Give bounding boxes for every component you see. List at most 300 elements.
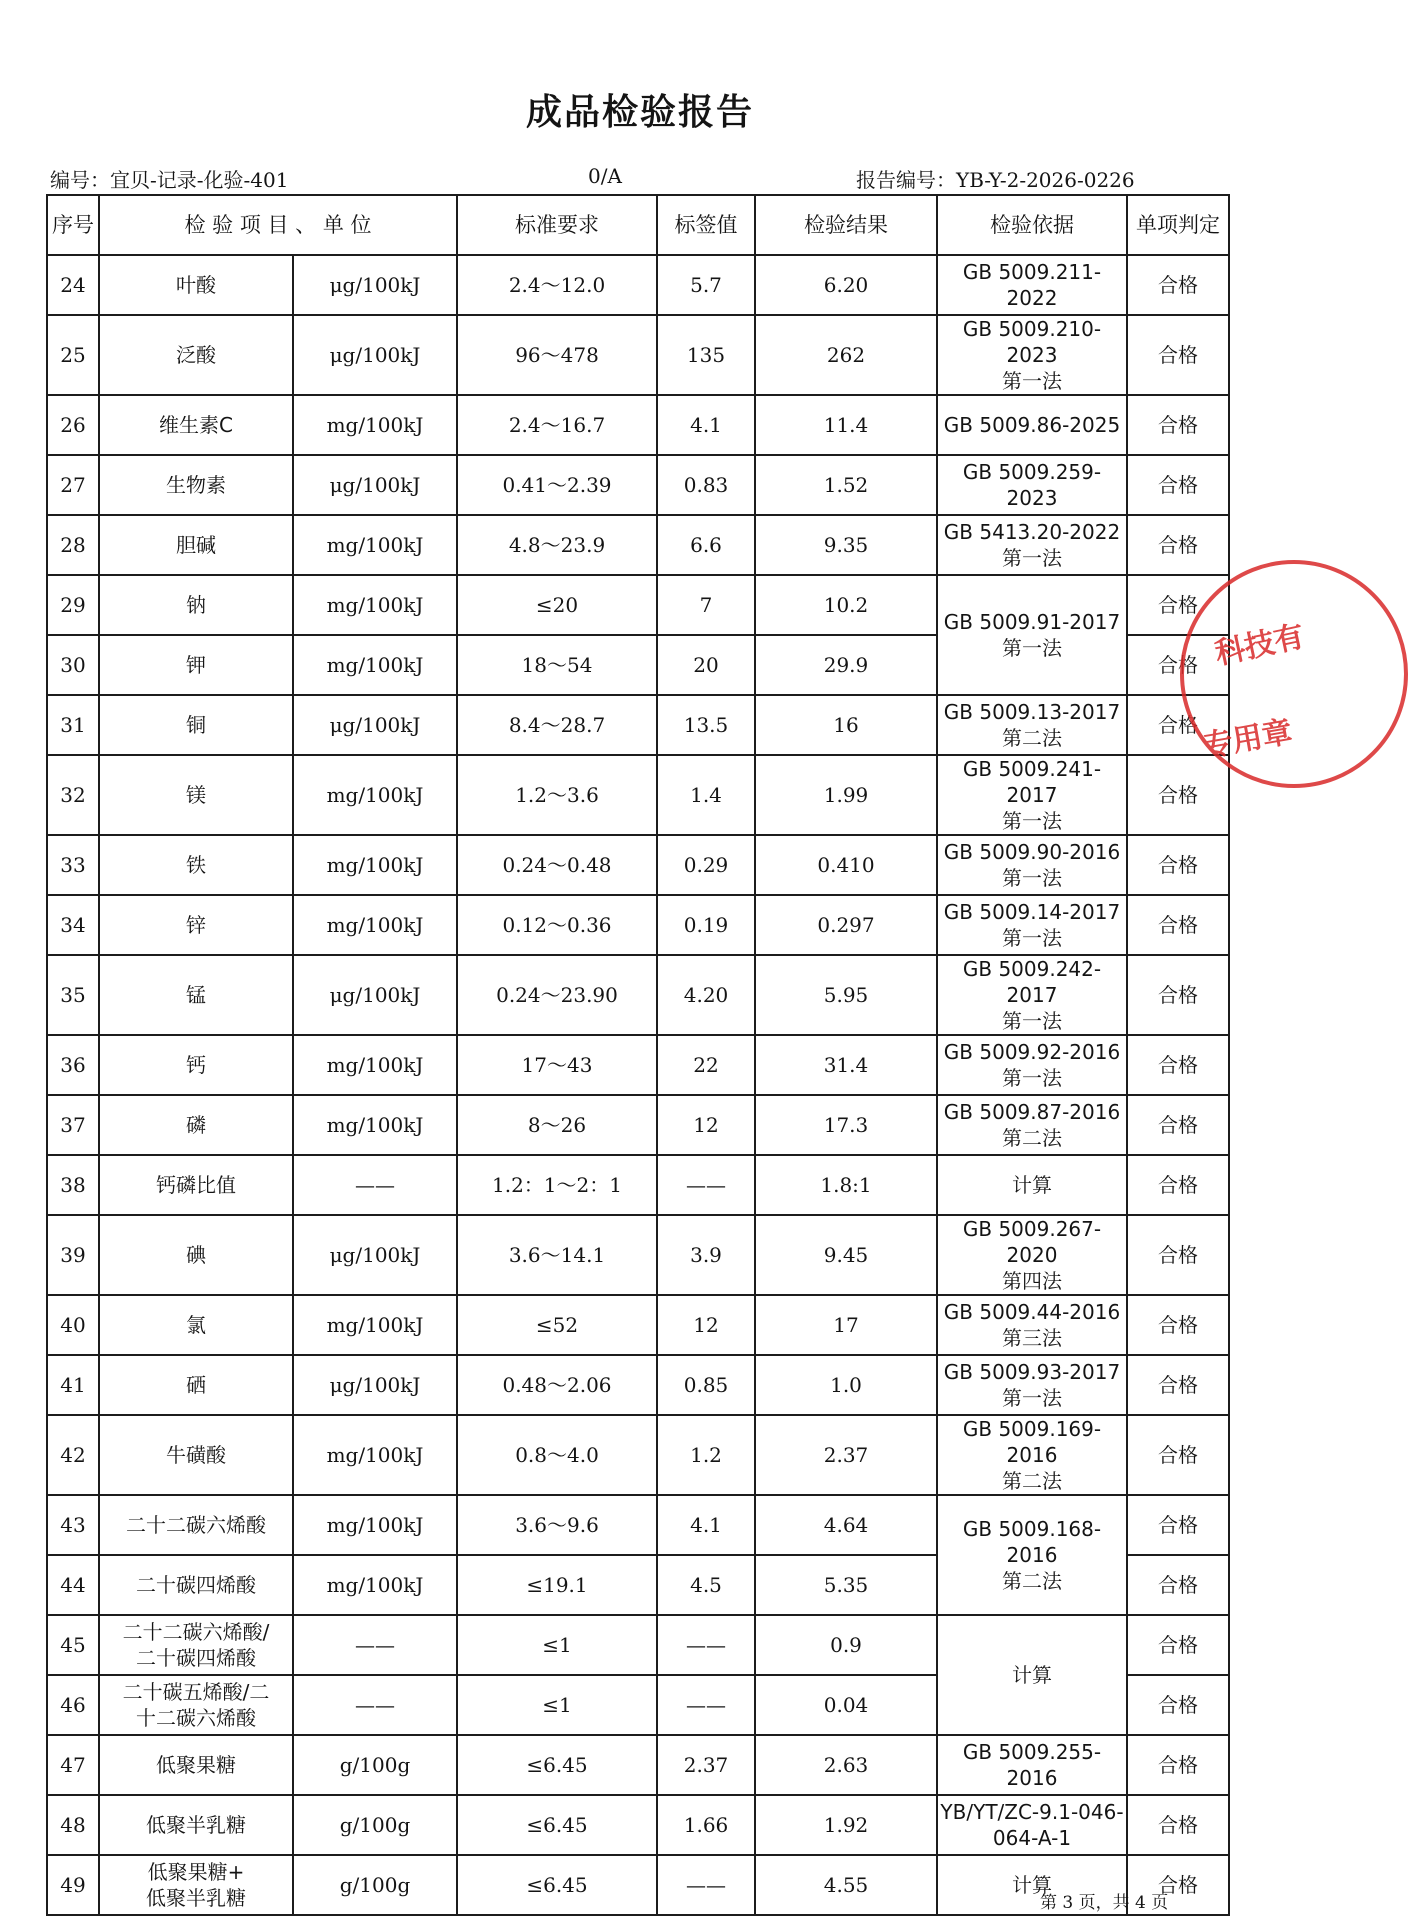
row-basis: [937, 1155, 1127, 1215]
row-seq: 49: [47, 1855, 99, 1915]
row-seq: 45: [47, 1615, 99, 1675]
row-label-value: ——: [657, 1615, 755, 1675]
row-unit: mg/100kJ: [293, 395, 457, 455]
row-label-value: 12: [657, 1295, 755, 1355]
table-row: [47, 1155, 1229, 1215]
row-basis-line2: 第一法: [1002, 1066, 1062, 1090]
row-basis-line1: 计算: [1012, 1173, 1052, 1197]
row-result: 2.63: [755, 1735, 937, 1795]
row-verdict: 合格: [1127, 1095, 1229, 1155]
row-item-name-line2: 二十碳四烯酸: [136, 1646, 256, 1670]
row-basis-line2: 第一法: [1002, 546, 1062, 570]
row-item-name-line1: 硒: [186, 1373, 206, 1397]
row-basis: [937, 515, 1127, 575]
row-standard: 8～26: [457, 1095, 657, 1155]
row-item-name: [99, 635, 293, 695]
table-body: [47, 255, 1229, 1915]
row-item-name: [99, 395, 293, 455]
row-unit: μg/100kJ: [293, 1215, 457, 1295]
row-result: 1.0: [755, 1355, 937, 1415]
row-unit: μg/100kJ: [293, 695, 457, 755]
row-item-name: [99, 1735, 293, 1795]
row-basis-line2: 第一法: [1002, 866, 1062, 890]
table-row: [47, 755, 1229, 835]
row-item-name-line1: 二十二碳六烯酸/: [122, 1620, 270, 1644]
row-seq: 35: [47, 955, 99, 1035]
row-standard: ≤6.45: [457, 1795, 657, 1855]
row-item-name: [99, 1215, 293, 1295]
row-verdict: 合格: [1127, 395, 1229, 455]
row-standard: 18～54: [457, 635, 657, 695]
row-basis-line1: GB 5009.86-2025: [943, 413, 1121, 437]
row-unit: mg/100kJ: [293, 895, 457, 955]
row-seq: 26: [47, 395, 99, 455]
row-verdict: 合格: [1127, 315, 1229, 395]
row-seq: 40: [47, 1295, 99, 1355]
row-unit: mg/100kJ: [293, 1495, 457, 1555]
row-basis-line2: 第一法: [1002, 1009, 1062, 1033]
table-row: [47, 315, 1229, 395]
row-standard: 0.41～2.39: [457, 455, 657, 515]
row-unit: g/100g: [293, 1855, 457, 1915]
row-label-value: 13.5: [657, 695, 755, 755]
report-title: 成品检验报告: [525, 92, 754, 133]
row-basis-line2: 第一法: [1002, 369, 1062, 393]
row-result: 29.9: [755, 635, 937, 695]
row-result: 17.3: [755, 1095, 937, 1155]
row-basis-line1: GB 5009.92-2016: [943, 1040, 1121, 1064]
row-unit: mg/100kJ: [293, 1415, 457, 1495]
row-item-name-line1: 钠: [186, 593, 206, 617]
row-result: 1.8:1: [755, 1155, 937, 1215]
header-seq: 序号: [47, 195, 99, 255]
table-row: [47, 395, 1229, 455]
row-unit: mg/100kJ: [293, 1095, 457, 1155]
row-item-name-line1: 氯: [186, 1313, 206, 1337]
table-row: [47, 695, 1229, 755]
doc-version: 0/A: [588, 164, 622, 188]
row-standard: 8.4～28.7: [457, 695, 657, 755]
row-item-name: [99, 315, 293, 395]
row-basis-line2: 第三法: [1002, 1326, 1062, 1350]
row-verdict: 合格: [1127, 1555, 1229, 1615]
row-label-value: 2.37: [657, 1735, 755, 1795]
row-verdict: 合格: [1127, 895, 1229, 955]
row-basis-line1: 计算: [1012, 1663, 1052, 1687]
row-label-value: 6.6: [657, 515, 755, 575]
header-item-unit: 检 验 项 目 、 单 位: [99, 195, 457, 255]
table-row: [47, 255, 1229, 315]
row-basis-line1: GB 5009.259-2023: [962, 460, 1102, 510]
row-seq: 41: [47, 1355, 99, 1415]
row-unit: ——: [293, 1675, 457, 1735]
row-basis-line1: GB 5009.210-2023: [962, 317, 1102, 367]
row-verdict: 合格: [1127, 1355, 1229, 1415]
row-item-name-line2: 十二碳六烯酸: [136, 1706, 256, 1730]
row-unit: μg/100kJ: [293, 255, 457, 315]
row-basis: [937, 395, 1127, 455]
row-basis: [937, 1615, 1127, 1735]
row-item-name-line1: 低聚半乳糖: [146, 1813, 246, 1837]
table-row: [47, 1415, 1229, 1495]
seal-text-top: 科技有: [1212, 618, 1308, 672]
table-row: [47, 515, 1229, 575]
row-result: 262: [755, 315, 937, 395]
row-seq: 27: [47, 455, 99, 515]
row-item-name-line1: 低聚果糖: [156, 1753, 236, 1777]
row-seq: 34: [47, 895, 99, 955]
row-basis-line1: GB 5009.13-2017: [943, 700, 1121, 724]
row-label-value: 4.1: [657, 1495, 755, 1555]
row-basis-line1: GB 5009.211-2022: [962, 260, 1102, 310]
row-seq: 31: [47, 695, 99, 755]
row-seq: 29: [47, 575, 99, 635]
header-result: 检验结果: [755, 195, 937, 255]
table-row: [47, 1735, 1229, 1795]
row-verdict: 合格: [1127, 515, 1229, 575]
row-seq: 48: [47, 1795, 99, 1855]
row-verdict: 合格: [1127, 1615, 1229, 1675]
row-basis-line1: GB 5009.87-2016: [943, 1100, 1121, 1124]
row-seq: 42: [47, 1415, 99, 1495]
row-standard: 0.12～0.36: [457, 895, 657, 955]
row-item-name-line1: 二十碳五烯酸/二: [122, 1680, 270, 1704]
row-unit: g/100g: [293, 1735, 457, 1795]
row-standard: 17～43: [457, 1035, 657, 1095]
row-label-value: 0.19: [657, 895, 755, 955]
row-basis-line1: GB 5009.242-2017: [962, 957, 1102, 1007]
row-item-name: [99, 835, 293, 895]
row-item-name-line1: 铁: [186, 853, 206, 877]
row-label-value: 7: [657, 575, 755, 635]
table-row: [47, 1495, 1229, 1555]
row-seq: 36: [47, 1035, 99, 1095]
row-result: 9.45: [755, 1215, 937, 1295]
table-row: [47, 1095, 1229, 1155]
row-unit: mg/100kJ: [293, 515, 457, 575]
row-item-name: [99, 1355, 293, 1415]
row-verdict: 合格: [1127, 575, 1229, 635]
row-item-name: [99, 1495, 293, 1555]
row-basis-line2: 第四法: [1002, 1269, 1062, 1293]
table-row: [47, 1215, 1229, 1295]
row-label-value: 1.66: [657, 1795, 755, 1855]
row-item-name: [99, 1295, 293, 1355]
row-standard: ≤1: [457, 1675, 657, 1735]
row-label-value: ——: [657, 1855, 755, 1915]
row-result: 17: [755, 1295, 937, 1355]
row-seq: 24: [47, 255, 99, 315]
row-result: 4.64: [755, 1495, 937, 1555]
row-seq: 47: [47, 1735, 99, 1795]
header-standard: 标准要求: [457, 195, 657, 255]
row-basis: [937, 955, 1127, 1035]
row-unit: mg/100kJ: [293, 1035, 457, 1095]
row-basis-line1: GB 5009.169-2016: [962, 1417, 1102, 1467]
row-label-value: 1.4: [657, 755, 755, 835]
row-item-name: [99, 515, 293, 575]
header-label-value: 标签值: [657, 195, 755, 255]
row-label-value: 0.85: [657, 1355, 755, 1415]
row-result: 0.410: [755, 835, 937, 895]
row-item-name: [99, 1555, 293, 1615]
row-standard: 0.24～0.48: [457, 835, 657, 895]
row-standard: ≤6.45: [457, 1855, 657, 1915]
row-item-name-line1: 泛酸: [176, 343, 216, 367]
row-item-name: [99, 755, 293, 835]
row-unit: μg/100kJ: [293, 455, 457, 515]
row-verdict: 合格: [1127, 255, 1229, 315]
row-result: 1.92: [755, 1795, 937, 1855]
table-row: [47, 575, 1229, 635]
inspection-table: [46, 194, 1230, 1916]
row-unit: ——: [293, 1155, 457, 1215]
row-result: 5.95: [755, 955, 937, 1035]
row-item-name-line1: 碘: [186, 1243, 206, 1267]
row-basis-line1: 计算: [1012, 1873, 1052, 1897]
row-basis-line1: GB 5413.20-2022: [943, 520, 1121, 544]
row-item-name-line1: 镁: [186, 783, 206, 807]
row-basis: [937, 835, 1127, 895]
row-basis: [937, 455, 1127, 515]
row-standard: 4.8～23.9: [457, 515, 657, 575]
row-verdict: 合格: [1127, 1735, 1229, 1795]
row-verdict: 合格: [1127, 835, 1229, 895]
row-unit: g/100g: [293, 1795, 457, 1855]
row-item-name-line1: 二十二碳六烯酸: [126, 1513, 266, 1537]
row-item-name: [99, 895, 293, 955]
row-result: 5.35: [755, 1555, 937, 1615]
seal-text-bottom: 专用章: [1200, 714, 1295, 765]
row-result: 2.37: [755, 1415, 937, 1495]
row-basis-line2: 第一法: [1002, 926, 1062, 950]
row-standard: ≤1: [457, 1615, 657, 1675]
row-item-name-line1: 二十碳四烯酸: [136, 1573, 256, 1597]
row-item-name-line2: 低聚半乳糖: [146, 1886, 246, 1910]
row-basis: [937, 755, 1127, 835]
row-label-value: 5.7: [657, 255, 755, 315]
row-basis-line1: GB 5009.90-2016: [943, 840, 1121, 864]
row-standard: 3.6～9.6: [457, 1495, 657, 1555]
row-seq: 30: [47, 635, 99, 695]
table-row: [47, 835, 1229, 895]
row-item-name: [99, 1855, 293, 1915]
row-label-value: 0.29: [657, 835, 755, 895]
row-item-name: [99, 1675, 293, 1735]
row-item-name: [99, 1035, 293, 1095]
row-label-value: 12: [657, 1095, 755, 1155]
row-label-value: 4.1: [657, 395, 755, 455]
row-basis: [937, 1795, 1127, 1855]
row-standard: ≤52: [457, 1295, 657, 1355]
row-basis-line1: GB 5009.14-2017: [943, 900, 1121, 924]
table-row: [47, 1295, 1229, 1355]
row-verdict: 合格: [1127, 955, 1229, 1035]
row-label-value: 3.9: [657, 1215, 755, 1295]
row-basis-line1: GB 5009.44-2016: [943, 1300, 1121, 1324]
row-basis-line2: 第一法: [1002, 636, 1062, 660]
row-standard: 2.4～12.0: [457, 255, 657, 315]
row-verdict: 合格: [1127, 1295, 1229, 1355]
row-seq: 44: [47, 1555, 99, 1615]
row-standard: 3.6～14.1: [457, 1215, 657, 1295]
row-result: 4.55: [755, 1855, 937, 1915]
row-verdict: 合格: [1127, 635, 1229, 695]
row-basis-line1: GB 5009.255-2016: [962, 1740, 1102, 1790]
row-label-value: 4.5: [657, 1555, 755, 1615]
row-item-name: [99, 1415, 293, 1495]
table-row: [47, 1615, 1229, 1675]
row-standard: ≤20: [457, 575, 657, 635]
row-basis-line2: 第二法: [1002, 726, 1062, 750]
row-seq: 25: [47, 315, 99, 395]
row-result: 31.4: [755, 1035, 937, 1095]
row-standard: 1.2：1～2：1: [457, 1155, 657, 1215]
row-label-value: 0.83: [657, 455, 755, 515]
row-unit: μg/100kJ: [293, 1355, 457, 1415]
row-standard: 0.8～4.0: [457, 1415, 657, 1495]
row-basis: [937, 895, 1127, 955]
table-row: [47, 455, 1229, 515]
row-result: 10.2: [755, 575, 937, 635]
row-standard: 0.48～2.06: [457, 1355, 657, 1415]
row-unit: mg/100kJ: [293, 755, 457, 835]
row-label-value: ——: [657, 1155, 755, 1215]
row-seq: 37: [47, 1095, 99, 1155]
row-standard: 1.2～3.6: [457, 755, 657, 835]
row-seq: 46: [47, 1675, 99, 1735]
row-result: 1.99: [755, 755, 937, 835]
row-label-value: 4.20: [657, 955, 755, 1035]
row-standard: 96～478: [457, 315, 657, 395]
row-item-name-line1: 钙: [186, 1053, 206, 1077]
row-label-value: 135: [657, 315, 755, 395]
row-unit: μg/100kJ: [293, 955, 457, 1035]
row-result: 6.20: [755, 255, 937, 315]
row-basis: [937, 315, 1127, 395]
row-verdict: 合格: [1127, 1035, 1229, 1095]
row-standard: 0.24～23.90: [457, 955, 657, 1035]
row-basis: [937, 1735, 1127, 1795]
row-basis-line1: GB 5009.91-2017: [943, 610, 1121, 634]
row-item-name: [99, 695, 293, 755]
row-item-name-line1: 生物素: [166, 473, 226, 497]
header-row: [47, 195, 1229, 255]
row-seq: 33: [47, 835, 99, 895]
row-basis-line1: GB 5009.168-2016: [962, 1517, 1102, 1567]
row-verdict: 合格: [1127, 755, 1229, 835]
row-basis: [937, 1415, 1127, 1495]
row-basis-line1: GB 5009.267-2020: [962, 1217, 1102, 1267]
row-verdict: 合格: [1127, 1155, 1229, 1215]
table-row: [47, 1035, 1229, 1095]
row-item-name-line1: 锰: [186, 983, 206, 1007]
row-label-value: 20: [657, 635, 755, 695]
row-standard: ≤6.45: [457, 1735, 657, 1795]
row-verdict: 合格: [1127, 695, 1229, 755]
row-seq: 38: [47, 1155, 99, 1215]
table-row: [47, 1355, 1229, 1415]
row-basis: [937, 255, 1127, 315]
row-seq: 28: [47, 515, 99, 575]
row-label-value: ——: [657, 1675, 755, 1735]
row-standard: ≤19.1: [457, 1555, 657, 1615]
row-basis-line2: 第二法: [1002, 1469, 1062, 1493]
row-item-name: [99, 455, 293, 515]
row-item-name: [99, 1615, 293, 1675]
row-unit: mg/100kJ: [293, 835, 457, 895]
row-verdict: 合格: [1127, 1675, 1229, 1735]
header-verdict: 单项判定: [1127, 195, 1229, 255]
row-basis-line2: 第一法: [1002, 1386, 1062, 1410]
row-seq: 43: [47, 1495, 99, 1555]
row-basis-line1: GB 5009.241-2017: [962, 757, 1102, 807]
row-item-name-line1: 铜: [186, 713, 206, 737]
row-verdict: 合格: [1127, 1215, 1229, 1295]
row-basis: [937, 1215, 1127, 1295]
row-verdict: 合格: [1127, 1795, 1229, 1855]
row-basis: [937, 695, 1127, 755]
row-unit: mg/100kJ: [293, 635, 457, 695]
row-label-value: 22: [657, 1035, 755, 1095]
row-unit: mg/100kJ: [293, 1555, 457, 1615]
row-unit: ——: [293, 1615, 457, 1675]
row-result: 9.35: [755, 515, 937, 575]
row-label-value: 1.2: [657, 1415, 755, 1495]
row-basis: [937, 1495, 1127, 1615]
row-item-name: [99, 1795, 293, 1855]
row-item-name: [99, 255, 293, 315]
row-basis-line1: YB/YT/ZC-9.1-046-: [940, 1800, 1124, 1824]
row-basis-line2: 第一法: [1002, 809, 1062, 833]
row-item-name-line1: 低聚果糖+: [147, 1860, 245, 1884]
row-unit: mg/100kJ: [293, 1295, 457, 1355]
row-basis-line1: GB 5009.93-2017: [943, 1360, 1121, 1384]
row-seq: 32: [47, 755, 99, 835]
row-item-name-line1: 钙磷比值: [156, 1173, 236, 1197]
row-basis: [937, 1035, 1127, 1095]
row-item-name-line1: 叶酸: [176, 273, 216, 297]
row-item-name-line1: 钾: [186, 653, 206, 677]
row-basis: [937, 1355, 1127, 1415]
row-standard: 2.4～16.7: [457, 395, 657, 455]
row-item-name: [99, 1155, 293, 1215]
row-result: 11.4: [755, 395, 937, 455]
row-item-name-line1: 胆碱: [176, 533, 216, 557]
report-number: 报告编号：YB-Y-2-2026-0226: [856, 168, 1135, 192]
page-footer: 第 3 页，共 4 页: [1040, 1893, 1169, 1913]
row-unit: mg/100kJ: [293, 575, 457, 635]
row-basis-line2: 064-A-1: [992, 1826, 1072, 1850]
row-seq: 39: [47, 1215, 99, 1295]
row-result: 16: [755, 695, 937, 755]
header-basis: 检验依据: [937, 195, 1127, 255]
table-row: [47, 895, 1229, 955]
row-item-name: [99, 955, 293, 1035]
row-verdict: 合格: [1127, 1855, 1229, 1915]
row-item-name-line1: 磷: [186, 1113, 206, 1137]
row-basis: [937, 1095, 1127, 1155]
row-item-name: [99, 575, 293, 635]
row-result: 0.04: [755, 1675, 937, 1735]
row-verdict: 合格: [1127, 1415, 1229, 1495]
row-basis-line2: 第二法: [1002, 1569, 1062, 1593]
table-row: [47, 955, 1229, 1035]
row-verdict: 合格: [1127, 455, 1229, 515]
row-result: 1.52: [755, 455, 937, 515]
row-basis: [937, 575, 1127, 695]
table-row: [47, 1795, 1229, 1855]
